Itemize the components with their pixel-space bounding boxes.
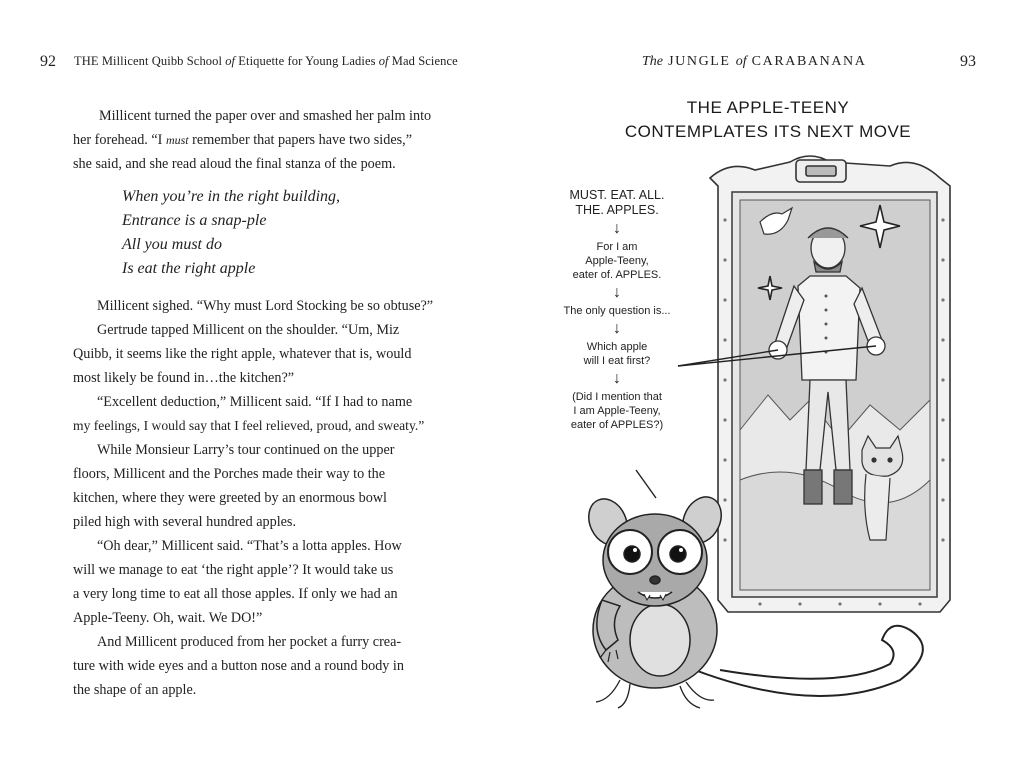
down-arrow-icon: ↓ bbox=[613, 320, 621, 337]
illustration-title: THE APPLE-TEENY CONTEMPLATES ITS NEXT MOVE bbox=[624, 98, 912, 141]
text-line: a very long time to eat all those apples. If only we had an bbox=[73, 586, 398, 602]
running-head-part: Mad Science bbox=[388, 54, 458, 68]
text-line: While Monsieur Larry’s tour continued on the upper bbox=[97, 442, 395, 458]
poem-stanza bbox=[122, 185, 340, 281]
running-head-the: The bbox=[642, 54, 663, 69]
text-line: she said, and she read aloud the final stanza of the poem. bbox=[73, 156, 396, 172]
text-line: most likely be found in…the kitchen?” bbox=[73, 370, 295, 386]
verse-line: Is eat the right apple bbox=[122, 260, 256, 277]
running-head-of: of bbox=[378, 54, 389, 68]
verse-line: Entrance is a snap-ple bbox=[122, 212, 267, 229]
text-line: floors, Millicent and the Porches made their way to the bbox=[73, 466, 386, 482]
text-line: Millicent turned the paper over and smashed her palm into bbox=[99, 108, 432, 124]
text-line: the shape of an apple. bbox=[73, 682, 197, 698]
page-number: 93 bbox=[960, 53, 976, 70]
down-arrow-icon: ↓ bbox=[613, 220, 621, 237]
speech-bubble-text: MUST. EAT. ALL. THE. APPLES. ↓ For I am Apple-Teeny, eater of. APPLES. ↓ The only question is... ↓ Which apple will I eat first? ↓ (Did I mention that I am Apple-Teeny, eater of APPLES?) bbox=[558, 188, 676, 432]
body-text bbox=[73, 294, 447, 702]
text-line: her forehead. “I must remember that papers have two sides,” bbox=[73, 132, 412, 148]
text-line: And Millicent produced from her pocket a furry crea- bbox=[97, 634, 402, 650]
verse-line: All you must do bbox=[122, 236, 222, 253]
running-head-part: JUNGLE bbox=[663, 54, 736, 69]
running-head bbox=[74, 54, 458, 69]
verse-line: When you’re in the right building, bbox=[122, 188, 341, 205]
text-line: “Oh dear,” Millicent said. “That’s a lotta apples. How bbox=[97, 538, 402, 554]
running-head-part: THE Millicent Quibb School bbox=[74, 54, 226, 68]
running-head-part: CARABANANA bbox=[746, 54, 867, 69]
text-line: ture with wide eyes and a button nose and a round body in bbox=[73, 658, 404, 674]
text-line: Quibb, it seems like the right apple, whatever that is, would bbox=[73, 346, 412, 362]
right-page bbox=[510, 0, 1020, 783]
text-line: Apple-Teeny. Oh, wait. We DO!” bbox=[73, 610, 263, 626]
text-line: kitchen, where they were greeted by an enormous bowl bbox=[73, 490, 387, 506]
text-line: Gertrude tapped Millicent on the shoulder. “Um, Miz bbox=[97, 322, 400, 338]
down-arrow-icon: ↓ bbox=[613, 284, 621, 301]
page-number: 92 bbox=[40, 53, 56, 70]
text-line: my feelings, I would say that I feel relieved, proud, and sweaty.” bbox=[73, 418, 425, 433]
paragraph-1 bbox=[73, 104, 446, 176]
text-line: “Excellent deduction,” Millicent said. “If I had to name bbox=[97, 394, 413, 410]
running-head-of: of bbox=[735, 54, 747, 69]
running-head-part: Etiquette for Young Ladies bbox=[235, 54, 379, 68]
down-arrow-icon: ↓ bbox=[613, 370, 621, 387]
text-line: Millicent sighed. “Why must Lord Stocking be so obtuse?” bbox=[97, 298, 434, 314]
text-line: will we manage to eat ‘the right apple’? It would take us bbox=[73, 562, 394, 578]
running-head-of: of bbox=[225, 54, 236, 68]
text-line: piled high with several hundred apples. bbox=[73, 514, 297, 530]
